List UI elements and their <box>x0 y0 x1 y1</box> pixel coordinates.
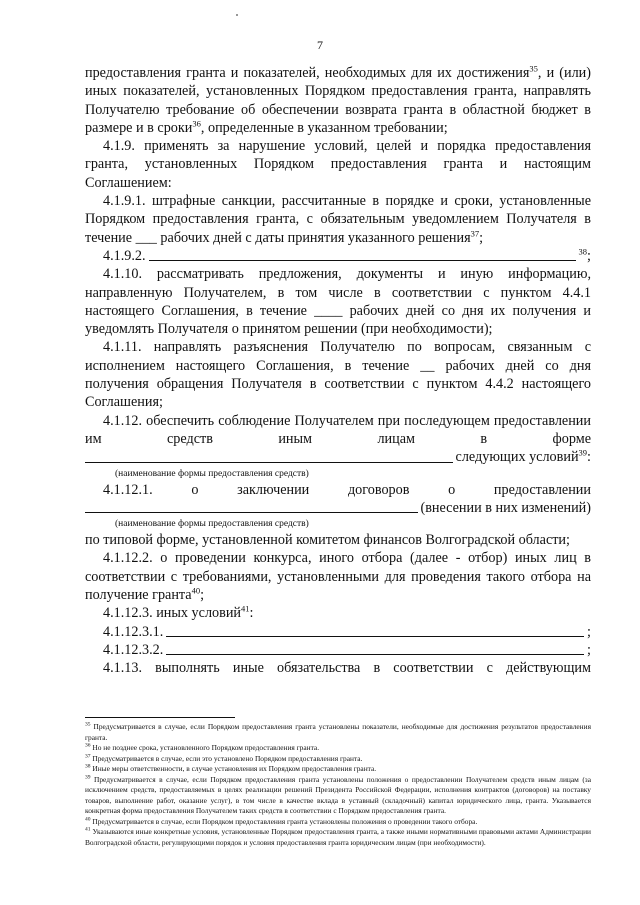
footnote-ref: 38 <box>578 246 588 257</box>
footnote-text: Но не позднее срока, установленного Порядком предоставления гранта. <box>92 743 320 752</box>
paragraph-4-1-12-3-2 <box>85 641 591 659</box>
footnote-ref: 39 <box>578 447 588 458</box>
paragraph-4-1-12: 4.1.12. обеспечить соблюдение Получателем при последующем предоставлении им средств иным лицам в форме <box>85 412 591 447</box>
text: предоставления гранта и показателей, необходимых для их достижения <box>85 65 530 81</box>
footnote-text: Предусматривается в случае, если Порядком предоставления гранта установлены положения о проведении такого отбора. <box>92 816 478 826</box>
paragraph-4-1-9: 4.1.9. применять за нарушение условий, целей и порядка предоставления гранта, установленных Порядком предоставления гранта и настоящим Соглашением: <box>85 138 591 191</box>
paragraph-typical-form: по типовой форме, установленной комитетом финансов Волгоградской области; <box>85 532 570 549</box>
footnote-text: Иные меры ответственности, в случае установления их Порядком предоставления гранта. <box>92 764 377 773</box>
footnote <box>85 775 591 817</box>
footnote <box>85 754 591 765</box>
text: ; <box>479 229 484 246</box>
text: ; <box>587 623 591 640</box>
caption-form-name: (наименование формы предоставления средств) <box>115 519 309 530</box>
footnote-text: Предусматривается в случае, если это установлено Порядком предоставления гранта. <box>92 753 363 763</box>
blank-line <box>85 461 453 463</box>
footnote-ref: 35 <box>529 63 538 74</box>
footnote-number: 41 <box>85 826 91 833</box>
caption-form-name: (наименование формы предоставления средств) <box>115 468 309 479</box>
text: ; <box>200 587 205 604</box>
footnote-number: 40 <box>85 816 91 823</box>
text: следующих условий <box>455 449 579 466</box>
text: , определенные в указанном требовании; <box>200 119 448 136</box>
paragraph-4-1-9-1 <box>85 192 591 247</box>
footnote <box>85 722 591 743</box>
page-number: 7 <box>317 38 323 52</box>
paragraph-4-1-9-2 <box>85 247 591 265</box>
footnote-separator <box>85 717 235 718</box>
text: 4.1.12.3. иных условий <box>103 605 242 622</box>
footnote-number: 36 <box>85 742 91 749</box>
footnote-ref: 40 <box>191 585 201 596</box>
paragraph-4-1-11: 4.1.11. направлять разъяснения Получателю по вопросам, связанным с исполнением настоящего Соглашения, в течение __ рабочих дней со дня получения обращения Получателя в соответствии с пунктом 4.4.2 настоящего Соглашения; <box>85 339 591 411</box>
paragraph-4-1-12-2 <box>85 549 591 604</box>
document-body <box>85 64 591 678</box>
footnote-text: Предусматривается в случае, если Порядком предоставления гранта установлены показатели, необходимые для достижения результатов предоставления гранта. <box>85 722 591 742</box>
paragraph-4-1-12-1: 4.1.12.1. о заключении договоров о предоставлении <box>103 481 591 498</box>
footnote-text: Предусматривается в случае, если Порядком предоставления гранта установлены положения о предоставлении Получателем средств иным лицам (за исключением средств, предоставляемых в целях реализации решений Президента Российской Федерации, исполнения контрактов (договоров) на поставку товаров, выполнение работ, оказание услуг), в том числе в качестве вклада в уставный (складочный) капитал юридического лица, гранта. Указывается конкретная форма предоставления Получателем таких средств в соответствии с Порядком предоставления гранта. <box>85 774 591 815</box>
text: : <box>587 449 591 466</box>
item-label: 4.1.12.3.1. <box>103 623 164 640</box>
text: 4.1.12.2. о проведении конкурса, иного отбора (далее - отбор) иных лиц в соответствии с требованиями, установленными для проведения такого отбора на получение гранта <box>85 550 591 604</box>
footnote-ref: 37 <box>470 227 480 238</box>
text: : <box>249 605 254 622</box>
footnote-number: 35 <box>85 721 91 728</box>
paragraph-4-1-10: 4.1.10. рассматривать предложения, документы и иную информацию, направленную Получателем, в том числе в соответствии с пунктом 4.4.1 настоящего Соглашения, в течение ____ рабочих дней со дня их получения и уведомлять Получателя о принятом решении (при необходимости); <box>85 266 591 338</box>
item-label: 4.1.9.2. <box>103 247 146 264</box>
footnote <box>85 743 591 754</box>
paragraph-grant-return <box>85 64 591 137</box>
form-line-2 <box>85 499 591 517</box>
blank-line <box>166 653 584 655</box>
text: ; <box>587 247 591 264</box>
footnote <box>85 817 591 828</box>
footnote <box>85 827 591 848</box>
footnote-number: 39 <box>85 774 91 781</box>
scan-speck <box>236 14 238 16</box>
text: (внесении в них изменений) <box>420 499 591 516</box>
footnote-ref: 36 <box>192 118 201 129</box>
footnote-number: 38 <box>85 763 91 770</box>
text: , и (или) иных показателей, установленных Порядком предоставления гранта, направлять Получателю требование об обеспечении возврата гранта в областной бюджет в размере и в сроки <box>85 65 591 136</box>
footnote-text: Указываются иные конкретные условия, установленные Порядком предоставления гранта, а также иными нормативными правовыми актами Администрации Волгоградской области, регулирующими порядок и условия предоставления гранта юридическим лицам (при необходимости). <box>85 827 591 847</box>
text: ; <box>587 641 591 658</box>
footnote <box>85 764 591 775</box>
footnote-ref: 41 <box>241 603 250 614</box>
footnote-number: 37 <box>85 753 91 760</box>
footnotes <box>85 722 591 848</box>
blank-line <box>85 511 418 513</box>
blank-line <box>166 635 584 637</box>
paragraph-4-1-12-3-1 <box>85 623 591 641</box>
form-line-1 <box>85 448 591 466</box>
item-label: 4.1.12.3.2. <box>103 641 164 658</box>
blank-line <box>149 259 576 261</box>
text: 4.1.9.1. штрафные санкции, рассчитанные в порядке и сроки, установленные Порядком предоставления гранта, с обязательным уведомлением Получателя в течение ___ рабочих дней с даты принятия указанного решения <box>85 193 591 246</box>
paragraph-4-1-12-3 <box>85 604 591 622</box>
paragraph-4-1-13: 4.1.13. выполнять иные обязательства в соответствии с действующим <box>103 660 591 677</box>
